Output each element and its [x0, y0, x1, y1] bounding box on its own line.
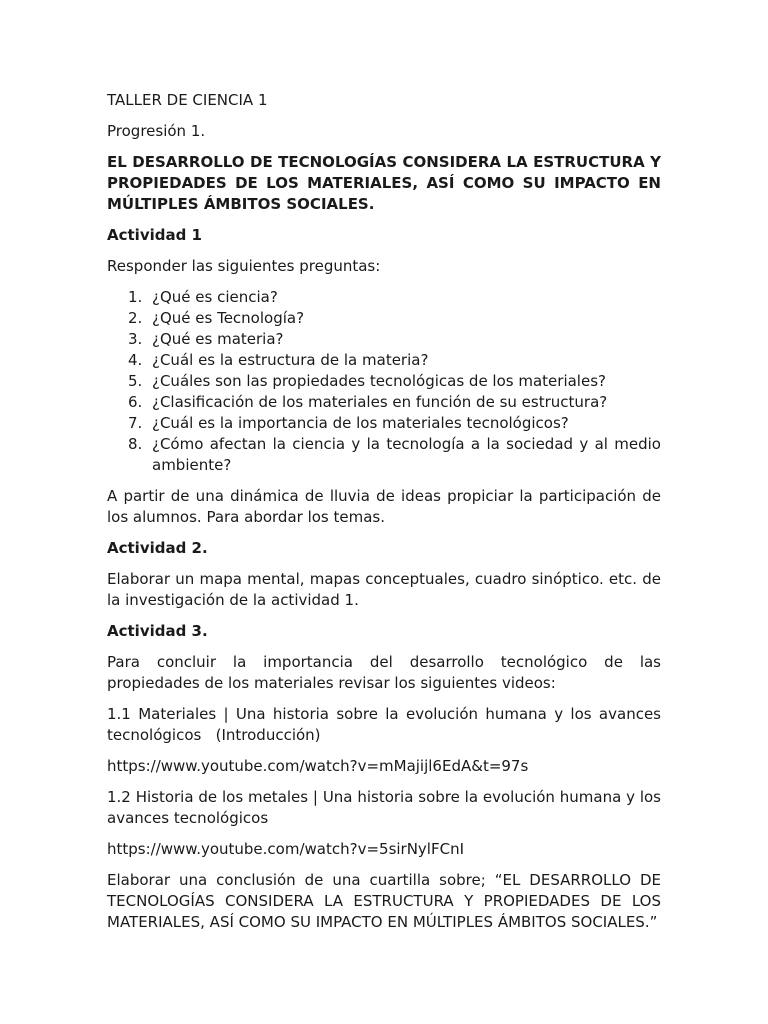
list-item-number: 8.: [128, 435, 143, 453]
video-1-url[interactable]: https://www.youtube.com/watch?v=mMajijl6EdA&t=97s: [107, 757, 529, 775]
activity-3-intro: Para concluir la importancia del desarrollo tecnológico de las propiedades de los materiales revisar los siguientes videos:: [107, 653, 661, 692]
main-heading: EL DESARROLLO DE TECNOLOGÍAS CONSIDERA LA ESTRUCTURA Y PROPIEDADES DE LOS MATERIALES, ASÍ COMO SU IMPACTO EN MÚLTIPLES ÁMBITOS SOCIALES.: [107, 153, 661, 213]
activity-3-heading: Actividad 3.: [107, 622, 208, 640]
list-item-number: 5.: [128, 372, 143, 390]
list-item-text: ¿Qué es ciencia?: [152, 288, 278, 306]
list-item-text: ¿Cuál es la importancia de los materiales tecnológicos?: [152, 414, 569, 432]
list-item-number: 6.: [128, 393, 143, 411]
list-item: [128, 329, 661, 350]
document-title: TALLER DE CIENCIA 1: [107, 91, 268, 109]
list-item-number: 3.: [128, 330, 143, 348]
list-item: [128, 350, 661, 371]
list-item: [128, 371, 661, 392]
list-item-number: 7.: [128, 414, 143, 432]
question-list: [107, 287, 661, 476]
list-item-text: ¿Cuál es la estructura de la materia?: [152, 351, 429, 369]
list-item-text: ¿Clasificación de los materiales en función de su estructura?: [152, 393, 608, 411]
list-item-text: ¿Qué es Tecnología?: [152, 309, 305, 327]
activity-2-text: Elaborar un mapa mental, mapas conceptuales, cuadro sinóptico. etc. de la investigación de la actividad 1.: [107, 570, 661, 609]
video-2-title: 1.2 Historia de los metales | Una historia sobre la evolución humana y los avances tecnológicos: [107, 788, 661, 827]
activity-1-heading: Actividad 1: [107, 226, 202, 244]
conclusion-instruction: Elaborar una conclusión de una cuartilla sobre; “EL DESARROLLO DE TECNOLOGÍAS CONSIDERA LA ESTRUCTURA Y PROPIEDADES DE LOS MATERIALES, ASÍ COMO SU IMPACTO EN MÚLTIPLES ÁMBITOS SOCIALES.”: [107, 871, 661, 931]
list-item: [128, 413, 661, 434]
list-item-number: 2.: [128, 309, 143, 327]
video-1-title: 1.1 Materiales | Una historia sobre la evolución humana y los avances tecnológicos (Introducción): [107, 705, 666, 744]
list-item: [128, 434, 661, 476]
list-item-number: 4.: [128, 351, 143, 369]
progression-label: Progresión 1.: [107, 122, 206, 140]
list-item: [128, 392, 661, 413]
list-item: [128, 287, 661, 308]
activity-1-closing: A partir de una dinámica de lluvia de ideas propiciar la participación de los alumnos. Para abordar los temas.: [107, 487, 661, 526]
list-item: [128, 308, 661, 329]
list-item-text: ¿Qué es materia?: [152, 330, 284, 348]
video-2-url[interactable]: https://www.youtube.com/watch?v=5sirNylFCnI: [107, 840, 465, 858]
list-item-text: ¿Cuáles son las propiedades tecnológicas de los materiales?: [152, 372, 606, 390]
activity-1-intro: Responder las siguientes preguntas:: [107, 257, 381, 275]
list-item-text: ¿Cómo afectan la ciencia y la tecnología a la sociedad y al medio ambiente?: [152, 435, 661, 474]
activity-2-heading: Actividad 2.: [107, 539, 208, 557]
list-item-number: 1.: [128, 288, 143, 306]
